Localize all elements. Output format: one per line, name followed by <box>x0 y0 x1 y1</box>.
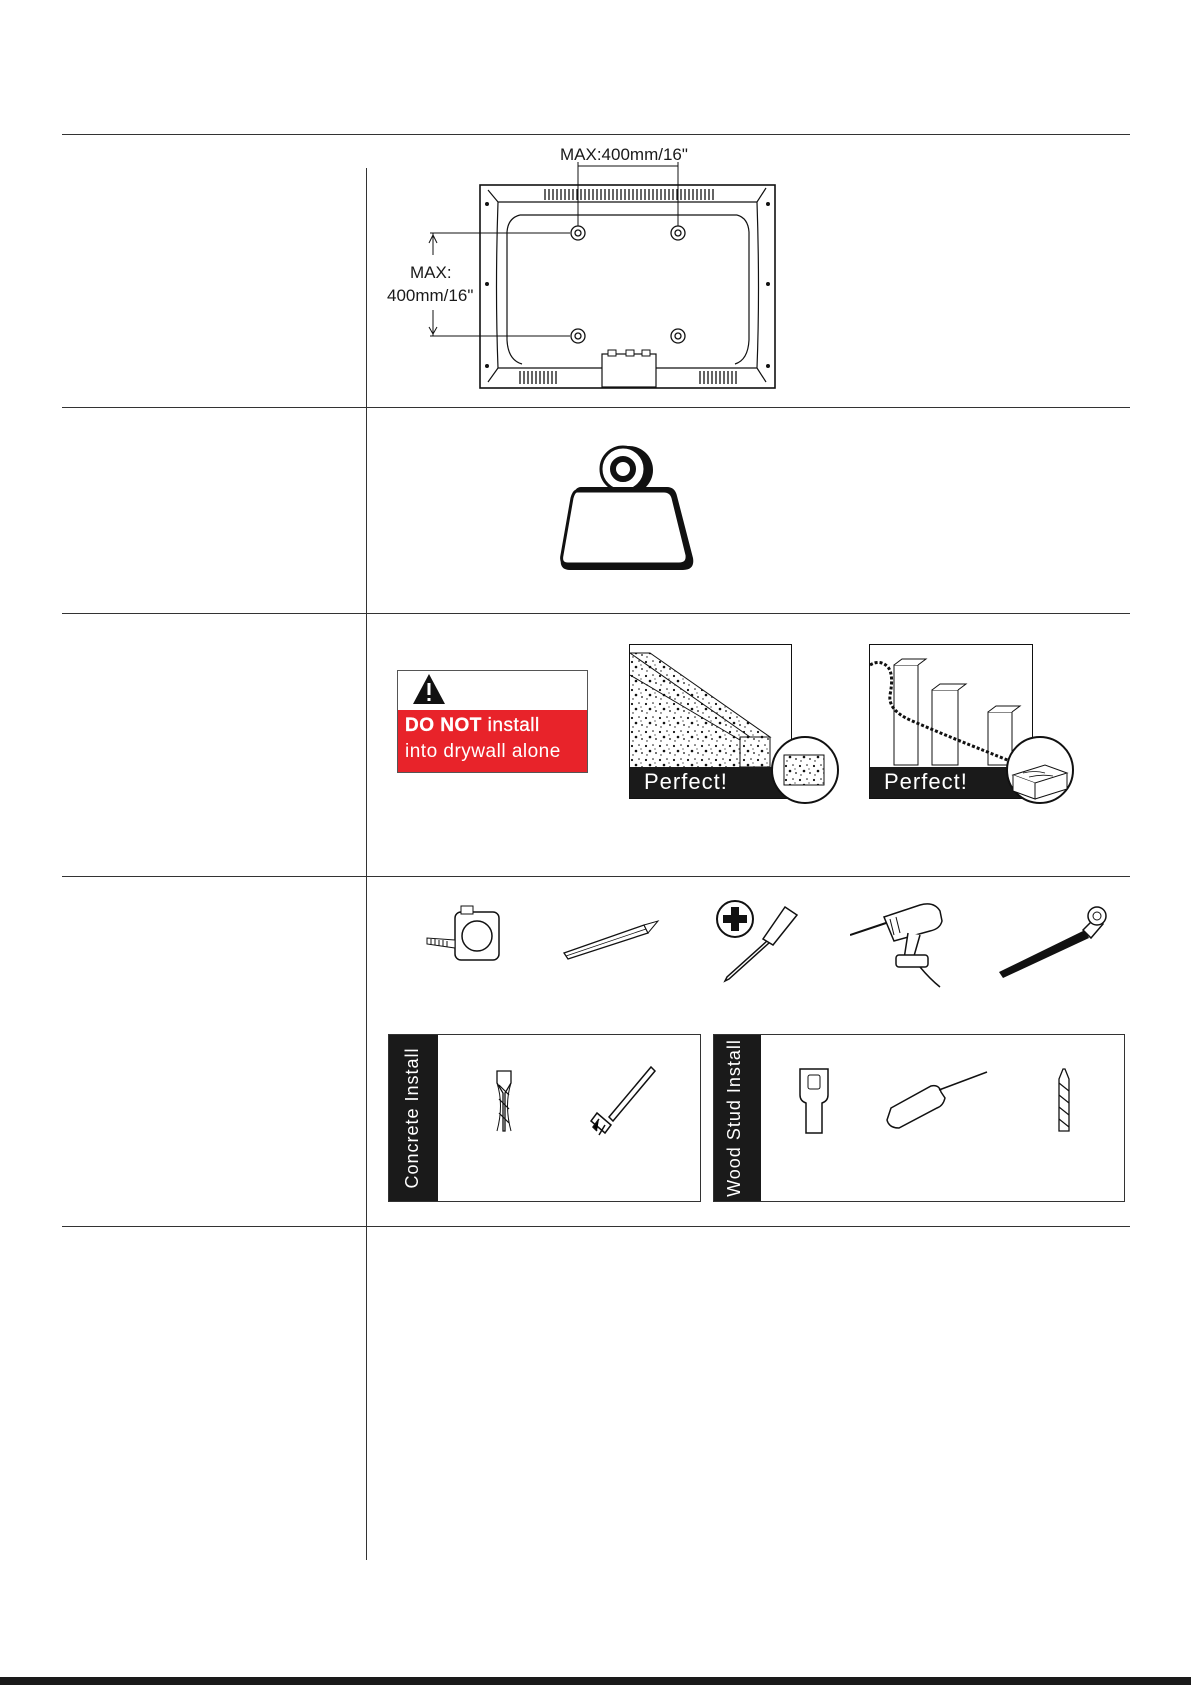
hammer-icon <box>589 1063 659 1143</box>
divider-4 <box>62 1226 1130 1227</box>
tape-measure-icon <box>425 900 505 970</box>
vesa-vertical-label-2: 400mm/16" <box>387 286 474 305</box>
page-bottom-bar <box>0 1677 1191 1685</box>
column-divider <box>366 168 367 1560</box>
concrete-install-label: Concrete Install <box>402 1047 422 1189</box>
masonry-drill-bit-icon <box>489 1065 519 1135</box>
top-vent <box>545 189 713 200</box>
wood-drill-bit-icon <box>1049 1065 1079 1135</box>
divider-3 <box>62 876 1130 877</box>
concrete-wall-panel <box>629 644 792 799</box>
mounting-holes <box>571 226 685 343</box>
warning-icon <box>412 673 446 705</box>
divider-1 <box>62 407 1130 408</box>
divider-2 <box>62 613 1130 614</box>
warning-bold-text: DO NOT <box>405 715 482 736</box>
pencil-icon <box>560 915 660 960</box>
drywall-warning <box>397 670 588 773</box>
socket-wrench-icon <box>995 900 1115 980</box>
awl-icon <box>879 1070 989 1130</box>
concrete-detail-circle <box>770 735 840 805</box>
power-drill-icon <box>850 895 950 990</box>
divider-top <box>62 134 1130 135</box>
warning-text-line2: into drywall alone <box>405 741 561 762</box>
vesa-horizontal-label: MAX:400mm/16" <box>560 145 688 164</box>
concrete-install-panel <box>388 1034 701 1202</box>
wood-stud-install-panel <box>713 1034 1125 1202</box>
concrete-caption: Perfect! <box>644 769 728 794</box>
stud-finder-icon <box>794 1065 834 1137</box>
wood-caption: Perfect! <box>884 769 968 794</box>
wood-stud-install-label: Wood Stud Install <box>724 1039 744 1197</box>
wood-detail-circle <box>1005 735 1075 805</box>
warning-text-rest: install <box>481 715 540 736</box>
phillips-screwdriver-icon <box>715 895 805 985</box>
vesa-vertical-label-1: MAX: <box>410 263 452 282</box>
weight-icon <box>555 440 700 575</box>
